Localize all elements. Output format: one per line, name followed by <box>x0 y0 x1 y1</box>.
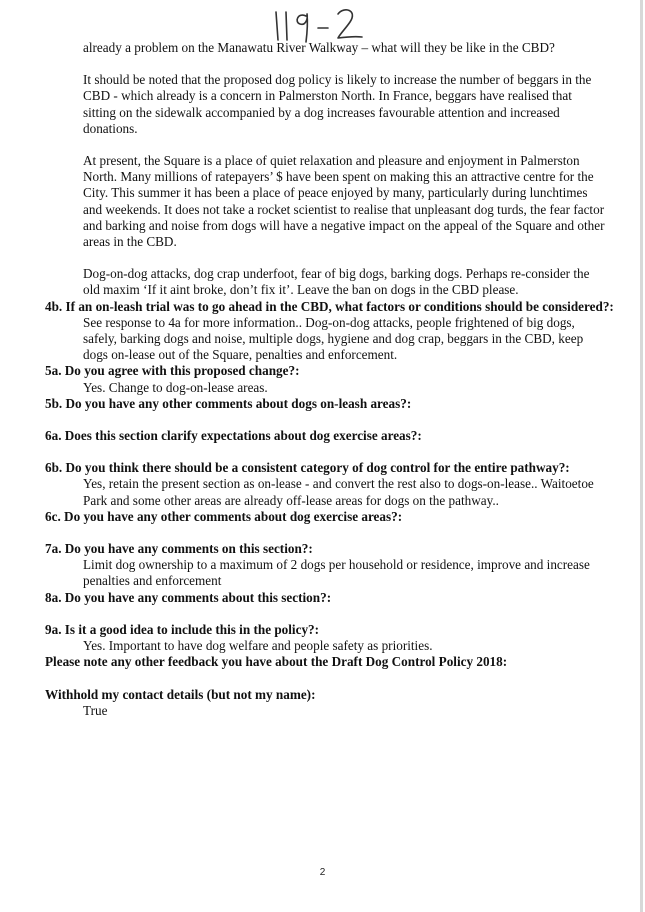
spacer <box>45 444 605 460</box>
question-7a: 7a. Do you have any comments on this section?: <box>45 541 313 557</box>
question-6a: 6a. Does this section clarify expectations about dog exercise areas?: <box>45 428 422 444</box>
handwritten-mark-graphic <box>270 4 380 44</box>
answer-6b: Yes, retain the present section as on-lease - and convert the rest also to dogs-on-lease.. Waitoetoe Park and some other areas are already off-lease areas for dogs on the pathway.. <box>83 476 594 508</box>
spacer <box>45 671 605 687</box>
handwritten-annotation <box>270 4 380 44</box>
question-9a: 9a. Is it a good idea to include this in the policy?: <box>45 621 320 637</box>
question-withhold-contact: Withhold my contact details (but not my name): <box>45 686 316 702</box>
spacer <box>45 412 605 428</box>
answer-7a: Limit dog ownership to a maximum of 2 dogs per household or residence, improve and increase penalties and enforcement <box>83 557 590 589</box>
question-5a: 5a. Do you agree with this proposed change?: <box>45 363 300 379</box>
answer-9a: Yes. Important to have dog welfare and people safety as priorities. <box>83 638 433 654</box>
question-8a: 8a. Do you have any comments about this section?: <box>45 589 332 605</box>
spacer <box>45 606 605 622</box>
answer-4b: See response to 4a for more information.. Dog-on-dog attacks, people frightened of big dogs, safely, barking dogs and noise, multiple dogs, hygiene and dog crap, beggars in the CBD, keep dogs on-lease out of the Square, penalties and enforcement. <box>83 314 584 363</box>
paragraph-summary: Dog-on-dog attacks, dog crap underfoot, fear of big dogs, barking dogs. Perhaps re-consider the old maxim ‘If it aint broke, don’t fix it’. Leave the ban on dogs in the CBD please. <box>83 266 590 298</box>
document-body <box>45 40 614 719</box>
scan-edge <box>640 0 643 912</box>
question-5b: 5b. Do you have any other comments about dogs on-leash areas?: <box>45 395 412 411</box>
question-other-feedback: Please note any other feedback you have about the Draft Dog Control Policy 2018: <box>45 654 508 670</box>
question-6b: 6b. Do you think there should be a consistent category of dog control for the entire pathway?: <box>45 460 570 476</box>
paragraph-square: At present, the Square is a place of quiet relaxation and pleasure and enjoyment in Palmerston North. Many millions of ratepayers’ $ have been spent on making this an attractive centre for the City. This summer it has been a place of peace enjoyed by many, particularly during lunchtimes and weekends. It does not take a rocket scientist to realise that unpleasant dog turds, the fear factor and barking and noise from dogs will have a negative impact on the appeal of the Square and other areas in the CBD. <box>83 153 605 250</box>
answer-withhold-contact: True <box>83 702 108 718</box>
page-number: 2 <box>319 867 326 878</box>
question-4b: 4b. If an on-leash trial was to go ahead in the CBD, what factors or conditions should be considered?: <box>45 298 614 314</box>
answer-5a: Yes. Change to dog-on-lease areas. <box>83 379 268 395</box>
paragraph-beggars: It should be noted that the proposed dog policy is likely to increase the number of beggars in the CBD - which already is a concern in Palmerston North. In France, beggars have realised that sitting on the sidewalk accompanied by a dog increases favourable attention and increased donations. <box>83 72 592 136</box>
question-6c: 6c. Do you have any other comments about dog exercise areas?: <box>45 508 403 524</box>
paragraph-walkway: already a problem on the Manawatu River Walkway – what will they be like in the CBD? <box>83 40 555 55</box>
spacer <box>45 525 605 541</box>
